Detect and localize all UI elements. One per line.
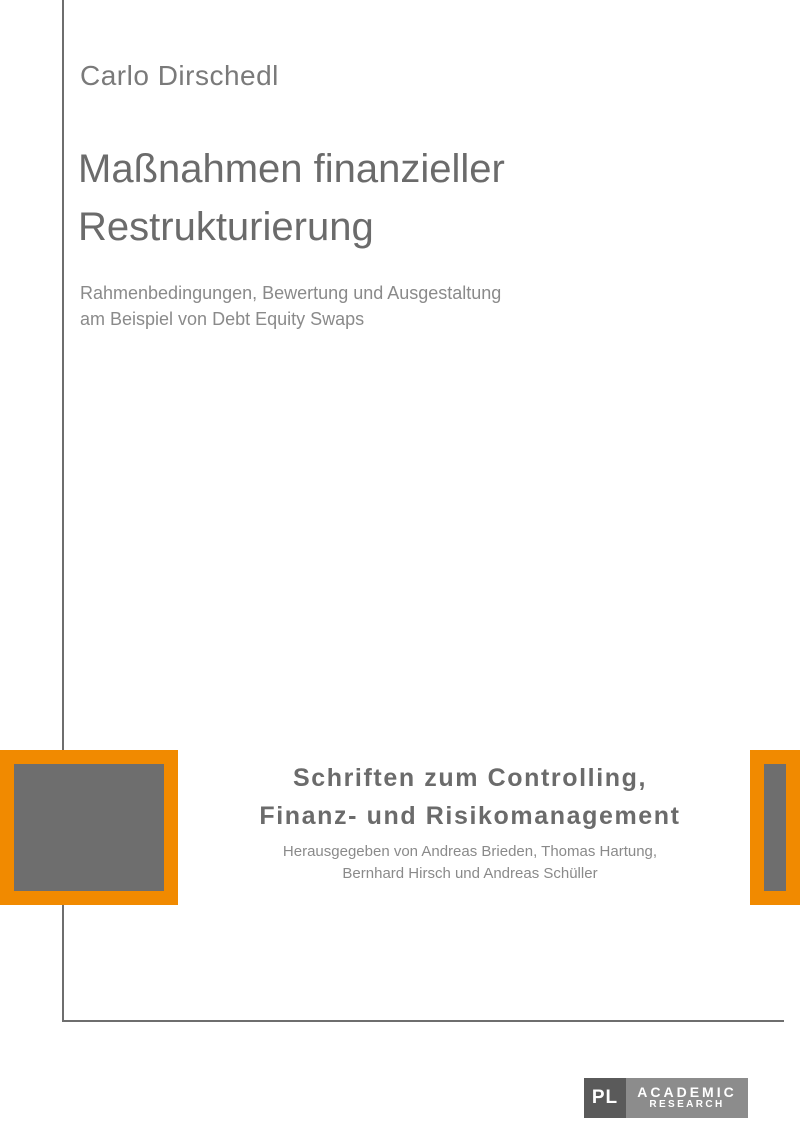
publisher-logo-words — [626, 1078, 748, 1118]
decorative-block-left — [0, 750, 178, 905]
series-editors-line-2: Bernhard Hirsch und Andreas Schüller — [342, 864, 598, 882]
series-title-line-1: Schriften zum Controlling, — [292, 764, 648, 792]
decorative-block-left-inner — [14, 764, 164, 891]
publisher-logo — [584, 1078, 748, 1118]
book-subtitle-line-2: am Beispiel von Debt Equity Swaps — [80, 309, 365, 330]
series-band — [0, 750, 800, 908]
series-text-group — [190, 760, 750, 885]
author-name: Carlo Dirschedl — [80, 60, 279, 91]
series-title — [190, 760, 750, 835]
book-subtitle-line-1: Rahmenbedingungen, Bewertung und Ausgestaltung — [80, 283, 502, 303]
book-subtitle — [80, 280, 720, 332]
publisher-logo-research: RESEARCH — [649, 1099, 725, 1111]
series-editors-line-1: Herausgegeben von Andreas Brieden, Thomas Hartung, — [282, 843, 658, 860]
book-title — [78, 140, 738, 256]
book-title-line-1: Maßnahmen finanzieller — [78, 147, 505, 191]
bottom-horizontal-rule — [62, 1020, 784, 1022]
series-title-line-2: Finanz- und Risikomanagement — [259, 801, 681, 830]
publisher-logo-academic: ACADEMIC — [637, 1084, 737, 1101]
publisher-logo-mark: PL — [584, 1078, 626, 1118]
book-title-line-2: Restrukturierung — [78, 205, 374, 249]
decorative-block-right-inner — [764, 764, 786, 891]
series-editors — [190, 841, 750, 885]
decorative-block-right — [750, 750, 800, 905]
